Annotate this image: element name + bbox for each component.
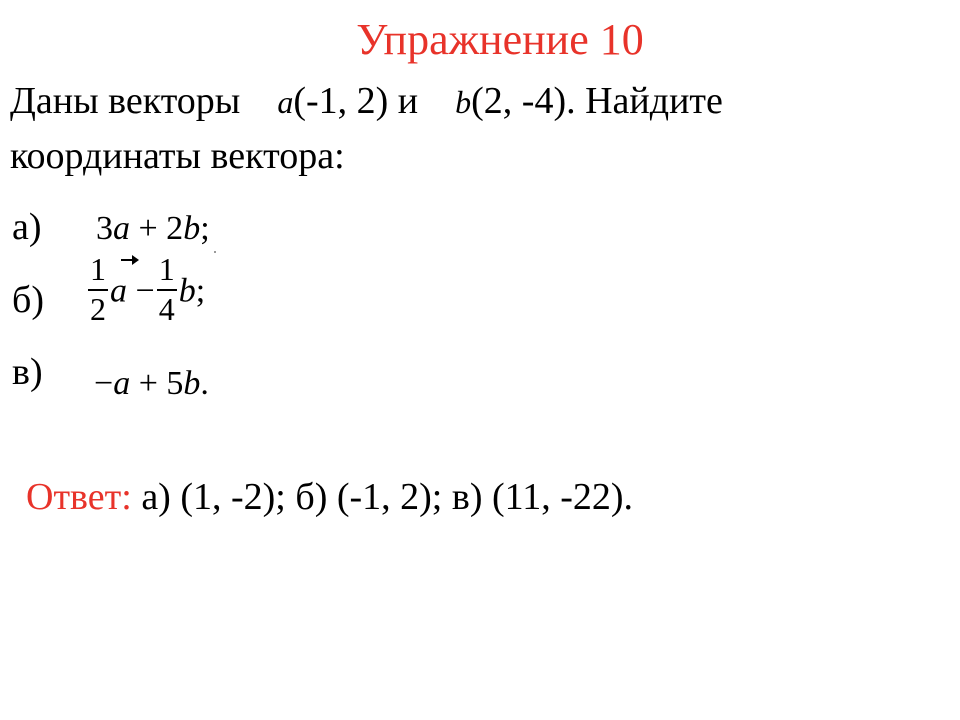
fraction-one-half [88, 253, 108, 326]
answer-a: а) (1, -2); [141, 476, 286, 518]
formula-a [96, 210, 210, 248]
problem-statement-line-1 [10, 82, 723, 120]
formula-c-vector-b: b [183, 365, 201, 402]
problem-statement-line-2: координаты вектора: [10, 135, 345, 177]
statement-prefix: Даны векторы [10, 80, 241, 122]
formula-a-vector-b: b [183, 210, 201, 247]
item-label-a: а) [12, 206, 42, 248]
vector-b-symbol: b [455, 84, 472, 120]
formula-c-sign: − [94, 365, 114, 402]
formula-b-vector-a: a [110, 272, 127, 310]
formula-a-end: ; [200, 210, 210, 247]
formula-c-operator: + 5 [130, 365, 184, 402]
fraction-one-half-denominator: 2 [90, 290, 106, 327]
formula-c-vector-a: a [113, 365, 131, 402]
item-label-b: б) [12, 279, 44, 321]
vector-b-coords: (2, -4). Найдите [471, 80, 723, 122]
answer-c: в) (11, -22). [451, 476, 634, 518]
vector-a-coords: (-1, 2) и [293, 80, 419, 122]
answer-label: Ответ: [26, 476, 132, 518]
fraction-one-quarter-denominator: 4 [158, 290, 175, 327]
formula-a-coefficient: 3 [96, 210, 113, 247]
item-label-c: в) [12, 351, 43, 393]
formula-b-operator: − [127, 272, 155, 310]
slide-title: Упражнение 10 [356, 15, 644, 64]
formula-b-vector-b: b [178, 272, 196, 310]
stray-mark [214, 251, 216, 253]
fraction-one-half-numerator: 1 [90, 251, 106, 287]
answer-b: б) (-1, 2); [295, 476, 443, 518]
formula-b [86, 251, 206, 330]
fraction-one-quarter [157, 253, 177, 326]
vector-a-symbol: a [277, 84, 294, 120]
fraction-one-quarter-numerator: 1 [158, 251, 175, 287]
formula-a-operator: + 2 [130, 210, 184, 247]
formula-a-vector-a: a [113, 210, 130, 247]
answer-line [26, 475, 633, 519]
formula-b-end: ; [195, 272, 206, 310]
formula-c [94, 365, 209, 403]
formula-c-end: . [200, 365, 209, 402]
